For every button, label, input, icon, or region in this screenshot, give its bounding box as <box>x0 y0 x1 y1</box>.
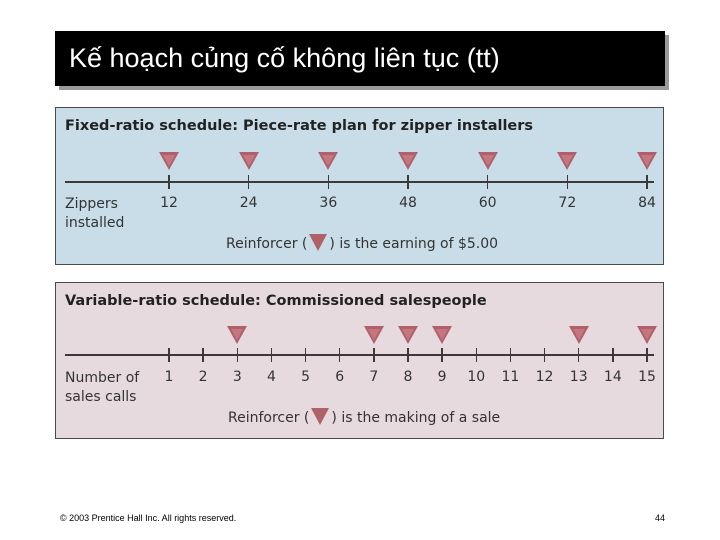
variable-ratio-tick-label: 10 <box>467 369 486 385</box>
fixed-ratio-tick-label: 12 <box>160 195 178 211</box>
fixed-ratio-tick <box>646 175 648 189</box>
inverted-triangle-icon <box>557 152 577 170</box>
inverted-triangle-icon <box>478 152 498 170</box>
copyright: © 2003 Prentice Hall Inc. All rights reserved. <box>60 513 237 523</box>
fixed-ratio-tick <box>248 175 250 189</box>
variable-ratio-axis <box>65 354 654 356</box>
variable-ratio-tick <box>646 348 648 362</box>
legend-prefix: Reinforcer ( <box>228 410 310 426</box>
variable-ratio-tick <box>578 348 580 362</box>
variable-ratio-tick <box>339 348 341 362</box>
fixed-ratio-tick <box>487 175 489 189</box>
fixed-ratio-tick-label: 60 <box>478 195 497 211</box>
variable-ratio-tick <box>202 348 204 362</box>
variable-ratio-title: Variable-ratio schedule: Commissioned salespeople <box>65 293 487 309</box>
fixed-ratio-tick-label: 48 <box>399 195 417 211</box>
legend-suffix: ) is the earning of $5.00 <box>329 236 499 252</box>
variable-ratio-tick <box>510 348 512 362</box>
variable-ratio-tick-label: 14 <box>603 369 622 385</box>
variable-ratio-axis-label-2: sales calls <box>65 389 137 405</box>
fixed-ratio-axis-label-2: installed <box>65 215 125 231</box>
inverted-triangle-icon <box>637 326 657 344</box>
variable-ratio-tick-label: 15 <box>638 369 656 385</box>
variable-ratio-tick-label: 1 <box>164 369 174 385</box>
variable-ratio-tick-label: 5 <box>301 369 311 385</box>
variable-ratio-tick-label: 3 <box>232 369 242 385</box>
inverted-triangle-icon <box>318 152 338 170</box>
inverted-triangle-icon <box>432 326 452 344</box>
inverted-triangle-icon <box>569 326 589 344</box>
legend-suffix: ) is the making of a sale <box>331 410 501 426</box>
page-number: 44 <box>655 513 666 523</box>
fixed-ratio-tick-label: 36 <box>319 195 338 211</box>
variable-ratio-axis-label-1: Number of <box>65 370 140 386</box>
variable-ratio-tick-label: 7 <box>369 369 379 385</box>
inverted-triangle-icon <box>637 152 657 170</box>
fixed-ratio-tick-label: 84 <box>638 195 656 211</box>
variable-ratio-tick <box>544 348 546 362</box>
variable-ratio-tick-label: 8 <box>403 369 413 385</box>
variable-ratio-tick <box>237 348 239 362</box>
variable-ratio-tick-label: 2 <box>198 369 208 385</box>
fixed-ratio-legend <box>226 234 498 252</box>
fixed-ratio-tick-label: 24 <box>239 195 258 211</box>
slide-title: Kế hoạch củng cố không liên tục (tt) <box>55 31 665 86</box>
variable-ratio-legend <box>228 408 500 426</box>
inverted-triangle-icon <box>227 326 247 344</box>
variable-ratio-tick-label: 12 <box>535 369 554 385</box>
variable-ratio-tick <box>441 348 443 362</box>
variable-ratio-tick <box>476 348 478 362</box>
inverted-triangle-icon <box>309 234 327 251</box>
variable-ratio-tick-label: 11 <box>501 369 520 385</box>
variable-ratio-tick-label: 6 <box>335 369 345 385</box>
variable-ratio-tick <box>373 348 375 362</box>
variable-ratio-tick-label: 9 <box>437 369 447 385</box>
variable-ratio-tick <box>407 348 409 362</box>
variable-ratio-tick <box>168 348 170 362</box>
variable-ratio-tick-label: 13 <box>569 369 588 385</box>
inverted-triangle-icon <box>364 326 384 344</box>
fixed-ratio-tick <box>407 175 409 189</box>
inverted-triangle-icon <box>159 152 179 170</box>
fixed-ratio-axis-label-1: Zippers <box>65 196 118 212</box>
fixed-ratio-tick-label: 72 <box>558 195 577 211</box>
fixed-ratio-tick <box>567 175 569 189</box>
variable-ratio-tick <box>612 348 614 362</box>
legend-prefix: Reinforcer ( <box>226 236 308 252</box>
inverted-triangle-icon <box>398 326 418 344</box>
fixed-ratio-title: Fixed-ratio schedule: Piece-rate plan for zipper installers <box>65 118 534 134</box>
fixed-ratio-panel <box>55 107 664 265</box>
variable-ratio-tick-label: 4 <box>266 369 276 385</box>
variable-ratio-tick <box>271 348 273 362</box>
variable-ratio-tick <box>305 348 307 362</box>
inverted-triangle-icon <box>398 152 418 170</box>
fixed-ratio-tick <box>168 175 170 189</box>
fixed-ratio-tick <box>328 175 330 189</box>
inverted-triangle-icon <box>311 408 329 425</box>
variable-ratio-panel <box>55 282 664 439</box>
inverted-triangle-icon <box>239 152 259 170</box>
